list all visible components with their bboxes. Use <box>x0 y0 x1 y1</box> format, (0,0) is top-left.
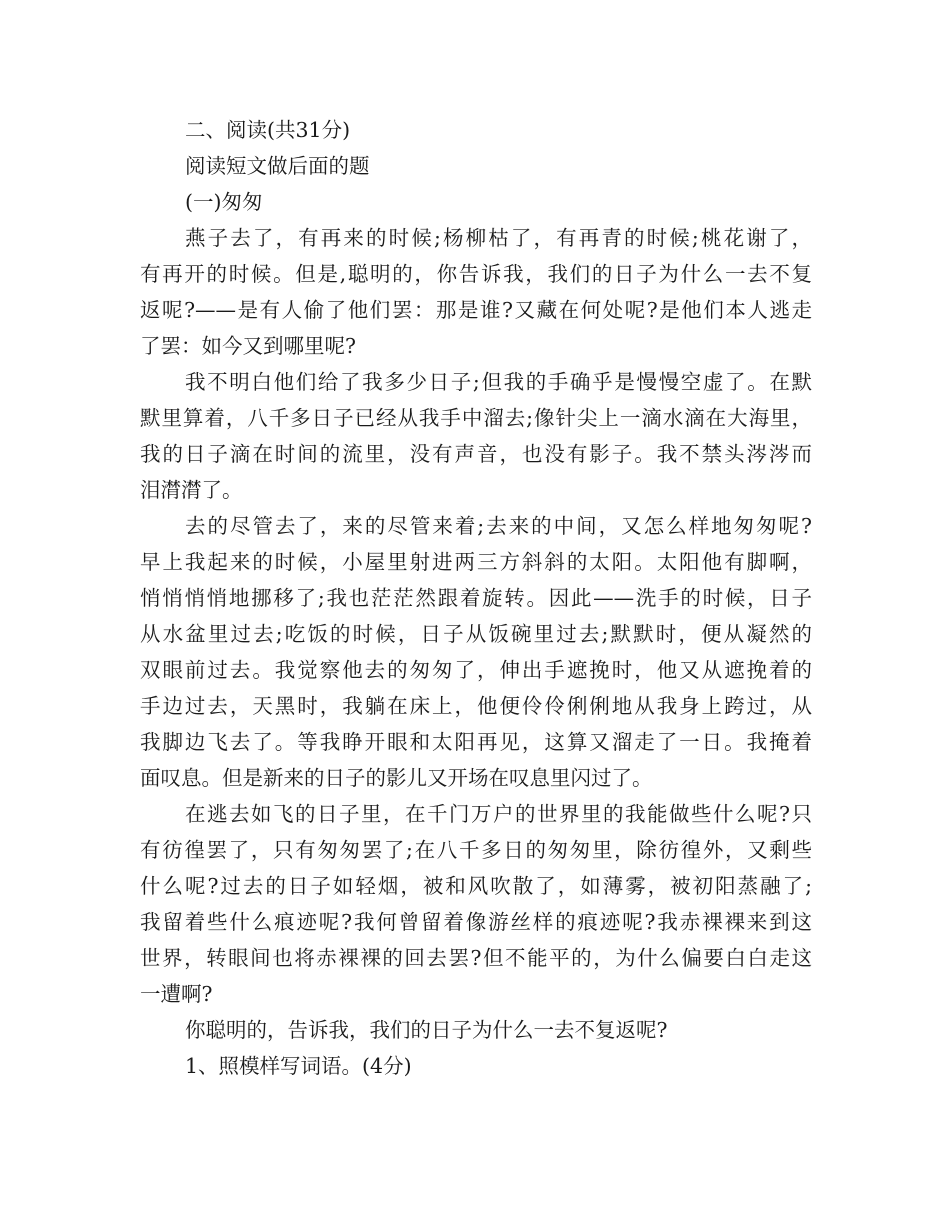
paragraph-line: 有彷徨罢了，只有匆匆罢了;在八千多日的匆匆里，除彷徨外，又剩些 <box>140 838 812 862</box>
paragraph-line: 手边过去，天黑时，我躺在床上，他便伶伶俐俐地从我身上跨过，从 <box>140 694 812 718</box>
paragraph-4 <box>140 796 812 1012</box>
paragraph-line: 燕子去了，有再来的时候;杨柳枯了，有再青的时候;桃花谢了， <box>185 226 812 250</box>
paragraph-line: 一遭啊? <box>140 982 213 1006</box>
document-page <box>140 112 812 1084</box>
paragraph-line: 从水盆里过去;吃饭的时候，日子从饭碗里过去;默默时，便从凝然的 <box>140 622 812 646</box>
paragraph-line: 去的尽管去了，来的尽管来着;去来的中间，又怎么样地匆匆呢? <box>185 514 812 538</box>
paragraph-line: 了罢：如今又到哪里呢? <box>140 334 356 358</box>
paragraph-line: 早上我起来的时候，小屋里射进两三方斜斜的太阳。太阳他有脚啊， <box>140 550 812 574</box>
closing-line: 你聪明的，告诉我，我们的日子为什么一去不复返呢? <box>185 1018 668 1042</box>
paragraph-line: 返呢?——是有人偷了他们罢：那是谁?又藏在何处呢?是他们本人逃走 <box>140 298 812 322</box>
paragraph-line: 我不明白他们给了我多少日子;但我的手确乎是慢慢空虚了。在默 <box>185 370 812 394</box>
paragraph-line: 面叹息。但是新来的日子的影儿又开场在叹息里闪过了。 <box>140 766 653 790</box>
paragraph-line: 双眼前过去。我觉察他去的匆匆了，伸出手遮挽时，他又从遮挽着的 <box>140 658 812 682</box>
paragraph-line: 泪潸潸了。 <box>140 478 243 502</box>
question-1: 1、照模样写词语。(4分) <box>185 1054 412 1078</box>
paragraph-line: 默里算着，八千多日子已经从我手中溜去;像针尖上一滴水滴在大海里， <box>140 406 812 430</box>
reading-instruction: 阅读短文做后面的题 <box>185 154 370 178</box>
paragraph-2 <box>140 364 812 508</box>
paragraph-1 <box>140 220 812 364</box>
paragraph-line: 我留着些什么痕迹呢?我何曾留着像游丝样的痕迹呢?我赤裸裸来到这 <box>140 910 812 934</box>
paragraph-line: 在逃去如飞的日子里，在千门万户的世界里的我能做些什么呢?只 <box>185 802 812 826</box>
passage-title: (一)匆匆 <box>185 190 263 214</box>
section-heading: 二、阅读(共31分) <box>185 118 351 142</box>
paragraph-line: 什么呢?过去的日子如轻烟，被和风吹散了，如薄雾，被初阳蒸融了; <box>140 874 812 898</box>
paragraph-line: 我脚边飞去了。等我睁开眼和太阳再见，这算又溜走了一日。我掩着 <box>140 730 812 754</box>
paragraph-line: 悄悄悄悄地挪移了;我也茫茫然跟着旋转。因此——洗手的时候，日子 <box>140 586 812 610</box>
paragraph-line: 有再开的时候。但是,聪明的，你告诉我，我们的日子为什么一去不复 <box>140 262 812 286</box>
paragraph-line: 我的日子滴在时间的流里，没有声音，也没有影子。我不禁头涔涔而 <box>140 442 812 466</box>
paragraph-3 <box>140 508 812 796</box>
paragraph-line: 世界，转眼间也将赤裸裸的回去罢?但不能平的，为什么偏要白白走这 <box>140 946 812 970</box>
